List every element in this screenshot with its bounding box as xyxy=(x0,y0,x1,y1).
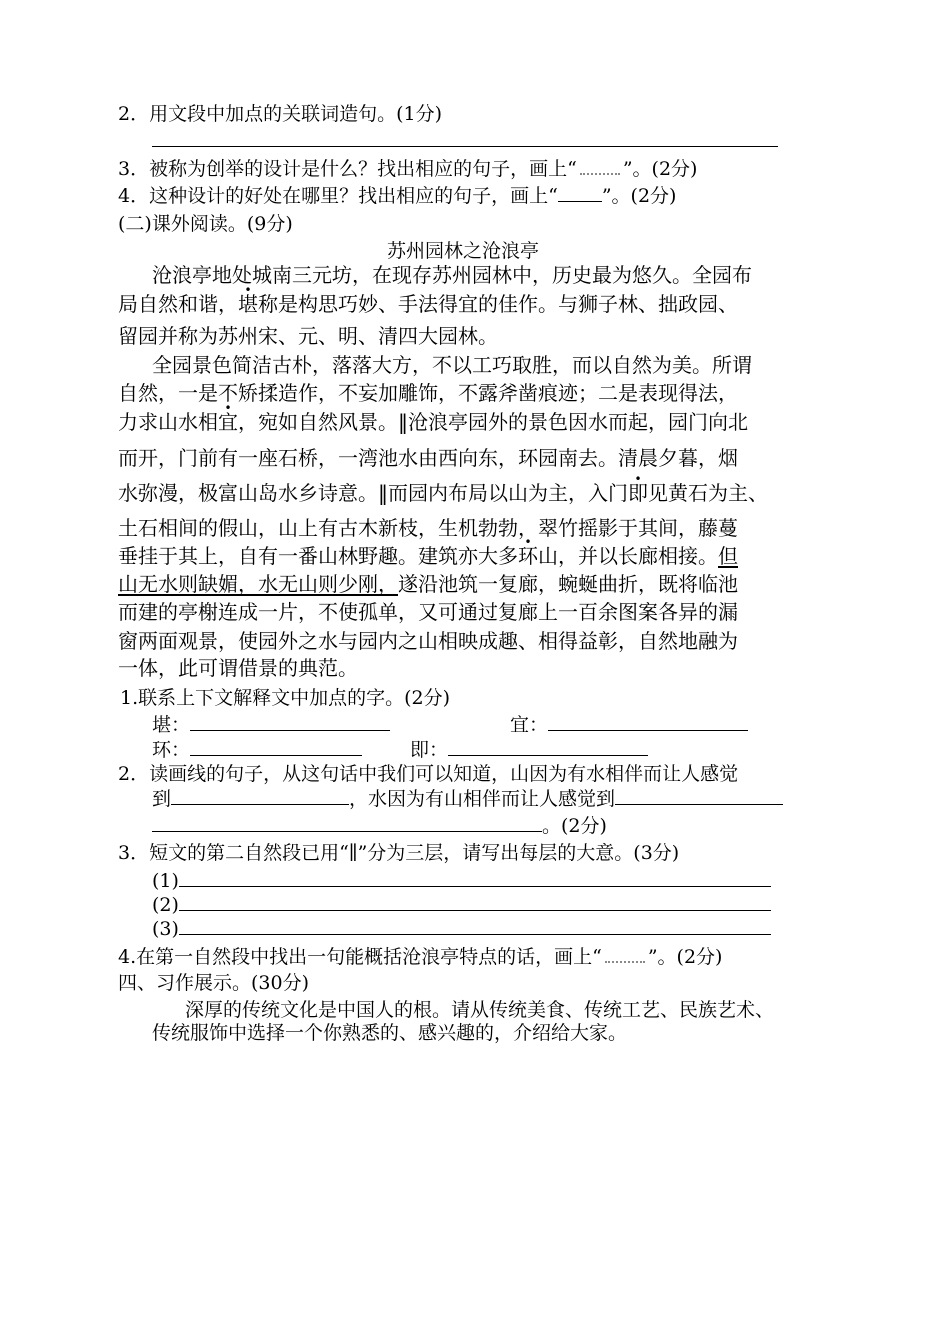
writing-prompt-line: 深厚的传统文化是中国人的根。请从传统美食、传统工艺、民族艺术、 xyxy=(185,999,775,1021)
answer-blank-1 xyxy=(179,868,771,887)
question-score: ”。(2分) xyxy=(622,158,698,180)
passage-line: 自然，一是不矫揉造作，不妄加雕饰，不露斧凿痕迹；二是表现得法， xyxy=(118,381,738,405)
passage-text: 垂挂于其上，自有一番山林野趣。建筑亦大多 xyxy=(118,544,518,568)
reading-question-2: 2．读画线的句子，从这句话中我们可以知道，山因为有水相伴而让人感觉 xyxy=(118,763,739,785)
passage-line xyxy=(118,409,748,435)
answer-blank-3 xyxy=(179,916,771,935)
dotted-char-kan: 堪 xyxy=(238,292,258,316)
section-4-heading: 四、习作展示。(30分) xyxy=(118,972,310,994)
wavy-underline-sample xyxy=(605,943,645,963)
passage-line: 一体，此可谓借景的典范。 xyxy=(118,656,358,680)
reading-question-2-cont xyxy=(152,813,607,839)
article-title: 苏州园林之沧浪亭 xyxy=(387,240,540,262)
passage-line: 留园并称为苏州宋、元、明、清四大园林。 xyxy=(118,324,498,348)
passage-line: 而开，门前有一座石桥，一湾池水由西向东，环园南去。清晨夕暮，烟 xyxy=(118,446,738,470)
passage-text: 力求山水相 xyxy=(118,410,218,434)
question-2-make-sentence: 2．用文段中加点的关联词造句。(1分) xyxy=(118,103,443,125)
answer-blank-2 xyxy=(179,892,771,911)
passage-line xyxy=(118,543,738,569)
question-text: 4.在第一自然段中找出一句能概括沧浪亭特点的话，画上“ xyxy=(118,946,602,968)
underlined-sentence: 但 xyxy=(718,544,738,568)
question-4-straight-line xyxy=(118,183,676,209)
writing-prompt-line: 传统服饰中选择一个你熟悉的、感兴趣的，介绍给大家。 xyxy=(152,1022,628,1044)
label-2: (2) xyxy=(152,894,179,916)
passage-line: 沧浪亭地处城南三元坊，在现存苏州园林中，历史最为悠久。全园布 xyxy=(152,263,752,287)
answer-blank xyxy=(152,813,542,832)
label-3: (3) xyxy=(152,918,179,940)
label-huan: 环： xyxy=(152,739,191,761)
answer-row xyxy=(152,712,390,738)
underlined-sentence: 山无水则缺媚，水无山则少刚， xyxy=(118,572,398,596)
passage-text: 山，并以长廊相接。 xyxy=(538,544,718,568)
passage-text: 水弥漫，极富山岛水乡诗意。‖而园内布局以山为主，入门 xyxy=(118,481,628,505)
question-text: 3．被称为创举的设计是什么？找出相应的句子，画上“ xyxy=(118,158,577,180)
dotted-char-ji: 即 xyxy=(628,481,648,505)
passage-line: 全园景色简洁古朴，落落大方，不以工巧取胜，而以自然为美。所谓 xyxy=(152,353,752,377)
reading-question-2-cont xyxy=(152,786,783,812)
answer-row xyxy=(152,916,771,942)
label-yi: 宜： xyxy=(510,714,549,736)
passage-text: ，宛如自然风景。‖沧浪亭园外的景色因水而起，园门向北 xyxy=(238,410,748,434)
question-3-wavy-line xyxy=(118,155,697,182)
answer-line xyxy=(152,146,778,147)
question-text: ，水因为有山相伴而让人感觉到 xyxy=(349,788,616,810)
passage-text: 见黄石为主、 xyxy=(648,481,768,505)
reading-question-3: 3．短文的第二自然段已用“∥”分为三层，请写出每层的大意。(3分) xyxy=(118,842,680,864)
answer-blank-ji xyxy=(448,737,648,756)
question-text: 4．这种设计的好处在哪里？找出相应的句子，画上“ xyxy=(118,185,558,207)
dotted-char-huan: 环 xyxy=(518,544,538,568)
question-score: ”。(2分) xyxy=(647,946,723,968)
passage-line xyxy=(118,291,738,317)
passage-text: 局自然和谐， xyxy=(118,292,238,316)
wavy-underline-sample xyxy=(580,155,620,175)
straight-underline-sample xyxy=(558,183,602,202)
reading-question-1: 1.联系上下文解释文中加点的字。(2分) xyxy=(120,687,451,709)
answer-row xyxy=(410,737,648,763)
passage-text: 称是构思巧妙、手法得宜的佳作。与狮子林、拙政园、 xyxy=(258,292,738,316)
answer-row xyxy=(152,868,771,894)
answer-blank-yi xyxy=(548,712,748,731)
question-score: ”。(2分) xyxy=(601,185,677,207)
passage-line: 土石相间的假山，山上有古木新枝，生机勃勃，翠竹摇影于其间，藤蔓 xyxy=(118,516,738,540)
passage-line: 窗两面观景，使园外之水与园内之山相映成趣、相得益彰，自然地融为 xyxy=(118,629,738,653)
label-ji: 即： xyxy=(410,739,449,761)
dotted-char-yi: 宜 xyxy=(218,410,238,434)
label-1: (1) xyxy=(152,870,179,892)
answer-row xyxy=(510,712,748,738)
answer-row xyxy=(152,892,771,918)
answer-blank-huan xyxy=(190,737,362,756)
question-text: 到 xyxy=(152,788,172,810)
passage-line xyxy=(118,571,738,597)
answer-blank xyxy=(615,786,783,805)
question-score: 。(2分) xyxy=(542,815,607,837)
section-2-heading: (二)课外阅读。(9分) xyxy=(118,213,293,235)
reading-question-4 xyxy=(118,943,722,970)
passage-text: 遂沿池筑一复廊，蜿蜒曲折，既将临池 xyxy=(398,572,738,596)
passage-line: 而建的亭榭连成一片，不使孤单，又可通过复廊上一百余图案各异的漏 xyxy=(118,600,738,624)
answer-blank-kan xyxy=(190,712,390,731)
passage-line xyxy=(118,480,768,506)
label-kan: 堪： xyxy=(152,714,191,736)
answer-blank xyxy=(171,786,349,805)
answer-row xyxy=(152,737,362,763)
